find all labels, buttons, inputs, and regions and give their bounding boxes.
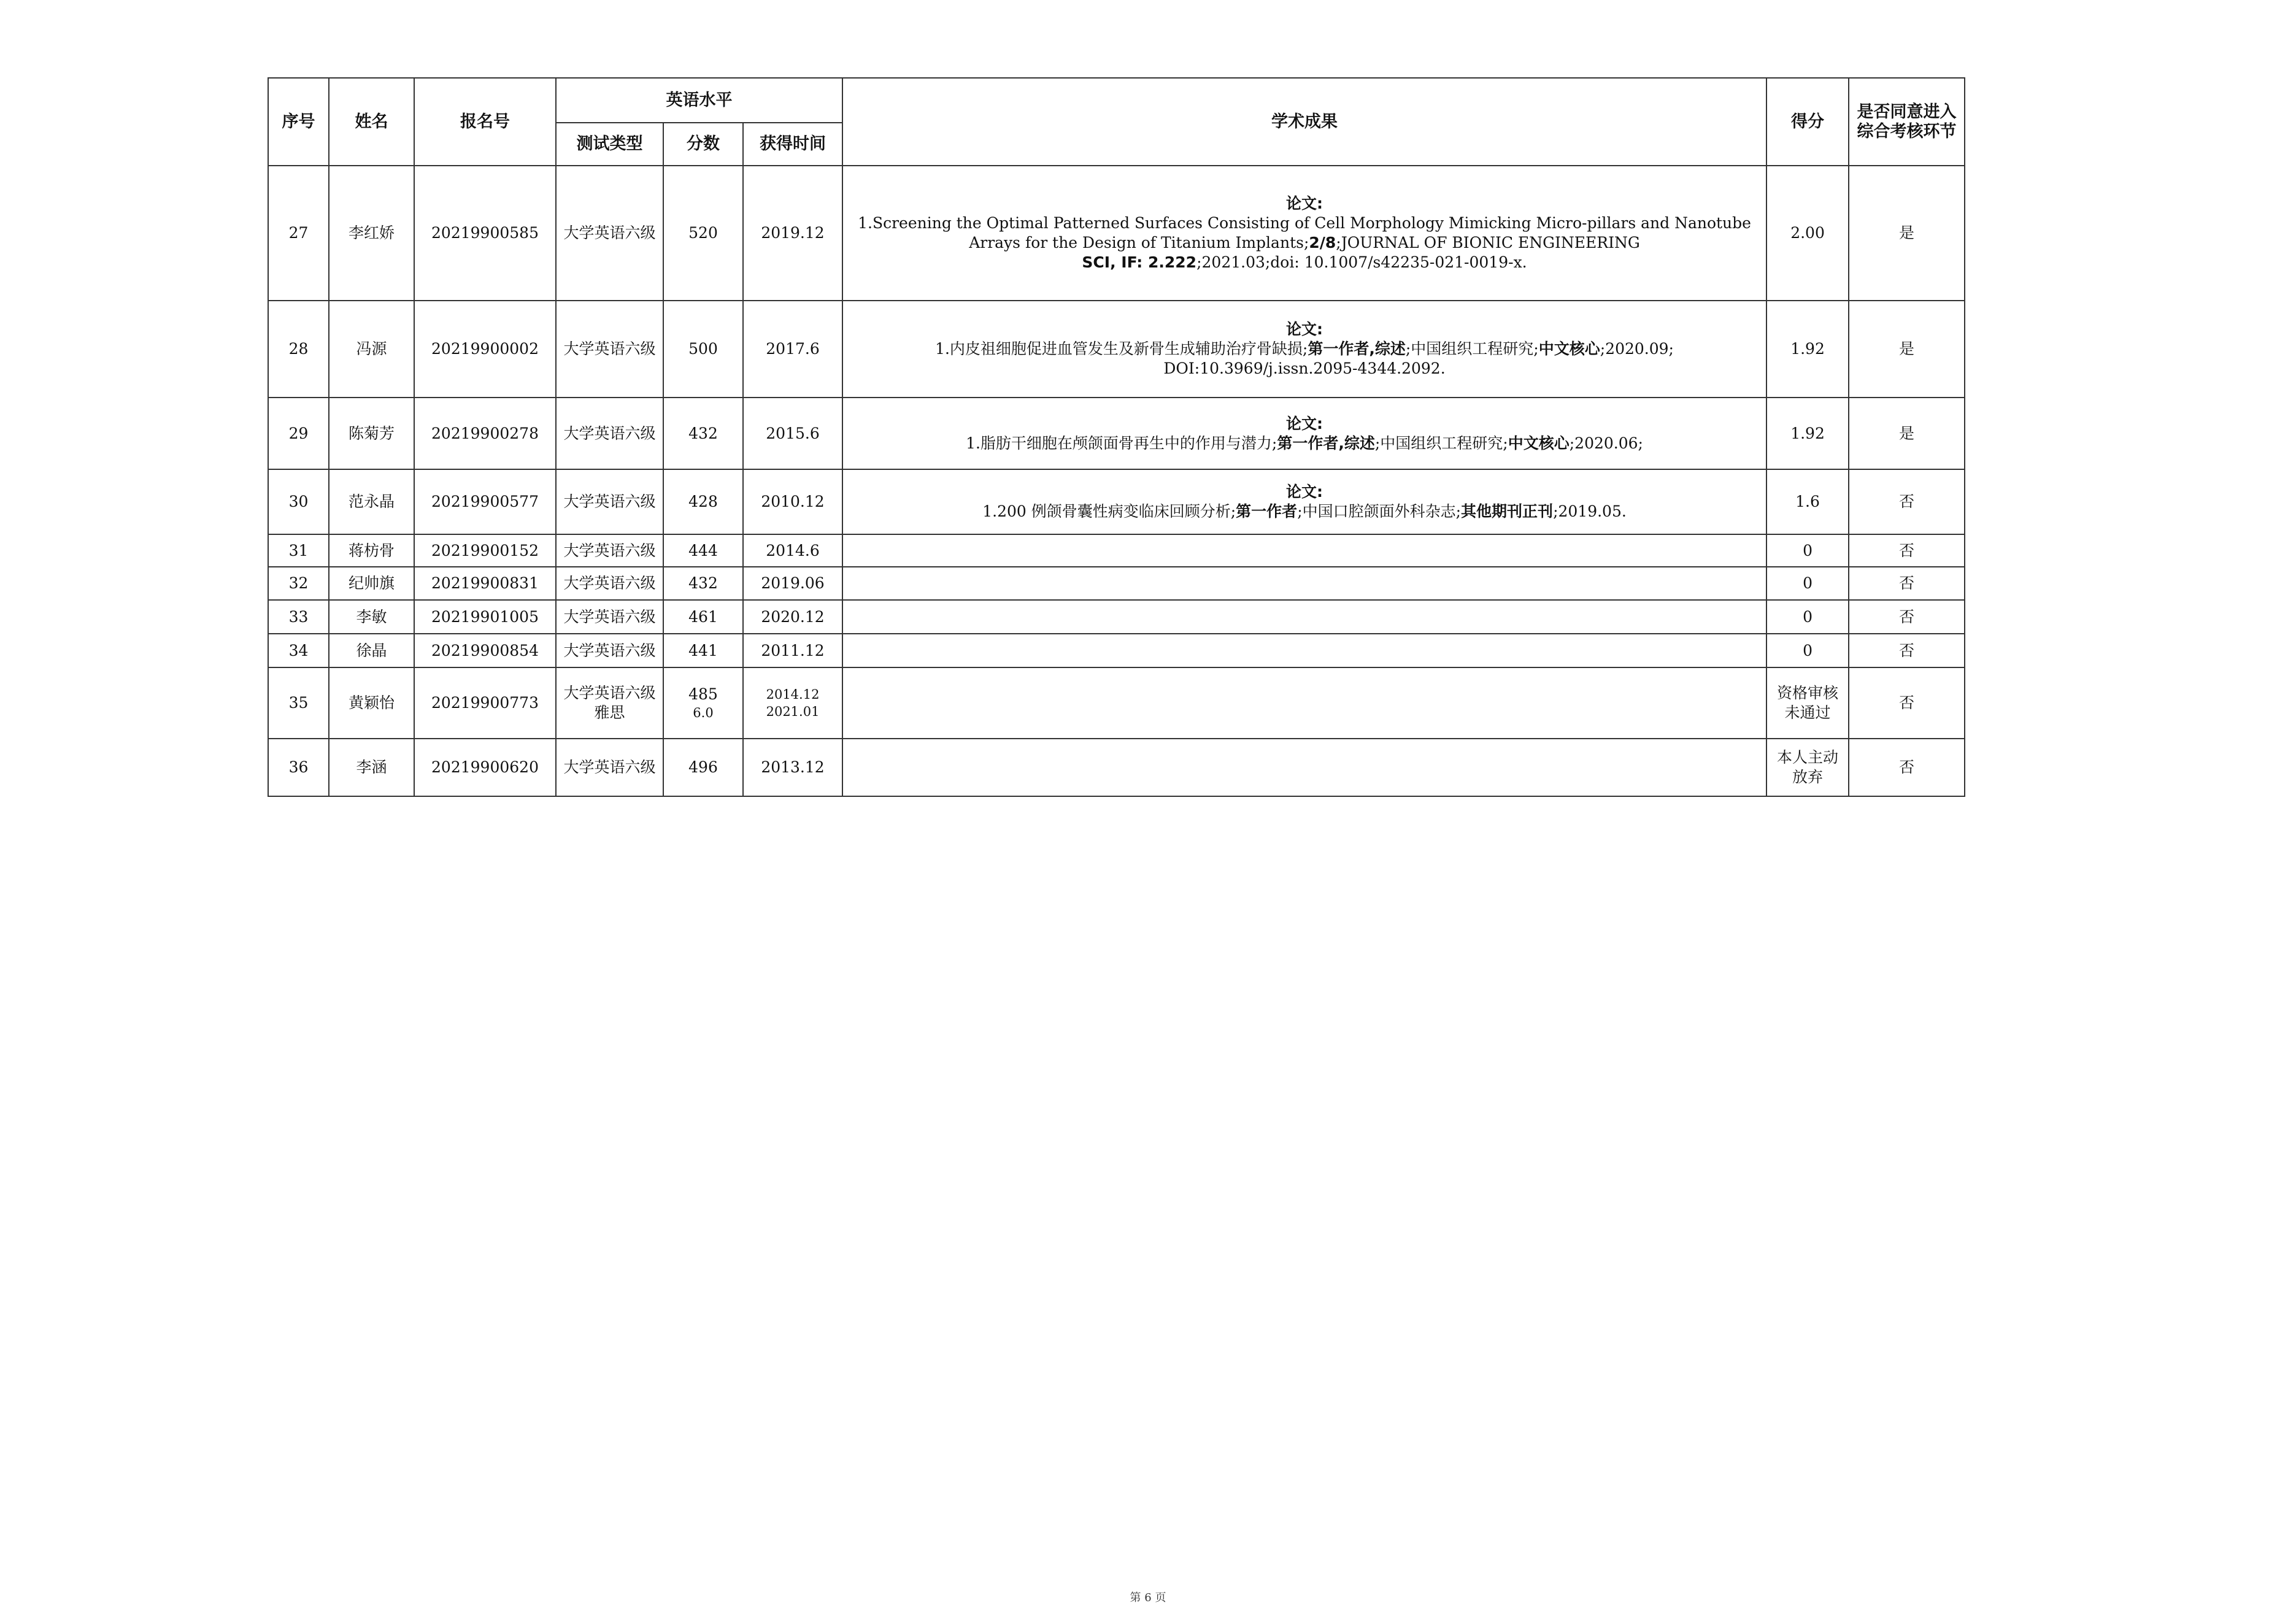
- cell-score: 500: [663, 301, 743, 398]
- academic-part: ;中国组织工程研究;: [1374, 434, 1508, 452]
- header-reg-no: 报名号: [414, 78, 556, 166]
- header-seq: 序号: [268, 78, 329, 166]
- cell-name: 李敏: [329, 600, 414, 634]
- header-agree-line1: 是否同意进入: [1857, 102, 1957, 121]
- results-sheet: [268, 77, 1964, 797]
- cell-time: 2019.12: [743, 166, 842, 301]
- cell-test-type: 大学英语六级: [556, 469, 663, 534]
- cell-seq: 27: [268, 166, 329, 301]
- cell-academic: [842, 301, 1766, 398]
- points-line2: 放弃: [1792, 768, 1824, 786]
- cell-time: 2014.6: [743, 534, 842, 567]
- cell-test-type: 大学英语六级: [556, 739, 663, 796]
- cell-academic: [842, 567, 1766, 600]
- academic-part: 1.Screening the Optimal Patterned Surfaces Consisting of Cell Morphology Mimicking Micro-pillars and Nanotube Arrays for the Design of Titanium Implants;: [858, 214, 1751, 252]
- cell-academic: [842, 739, 1766, 796]
- academic-part: ;中国口腔颌面外科杂志;: [1297, 502, 1462, 520]
- header-name: 姓名: [329, 78, 414, 166]
- academic-part: 1.脂肪干细胞在颅颌面骨再生中的作用与潜力;: [966, 434, 1277, 452]
- score-secondary: 6.0: [693, 705, 714, 720]
- header-agree: [1849, 78, 1965, 166]
- cell-points: 1.92: [1766, 398, 1849, 469]
- score-primary: 485: [688, 685, 718, 703]
- academic-bold: 第一作者,综述: [1277, 434, 1375, 452]
- cell-reg-no: 20219900152: [414, 534, 556, 567]
- cell-time: 2010.12: [743, 469, 842, 534]
- cell-name: 李涵: [329, 739, 414, 796]
- table-row: [268, 567, 1965, 600]
- cell-name: 蒋枋骨: [329, 534, 414, 567]
- test-type-secondary: 雅思: [594, 704, 625, 721]
- cell-name: 范永晶: [329, 469, 414, 534]
- cell-seq: 32: [268, 567, 329, 600]
- cell-academic: [842, 534, 1766, 567]
- cell-score: 496: [663, 739, 743, 796]
- cell-reg-no: 20219900585: [414, 166, 556, 301]
- cell-score: 461: [663, 600, 743, 634]
- cell-agree: 否: [1849, 534, 1965, 567]
- academic-title: 论文:: [1286, 320, 1323, 338]
- cell-academic: [842, 600, 1766, 634]
- cell-seq: 30: [268, 469, 329, 534]
- cell-agree: 否: [1849, 600, 1965, 634]
- academic-title: 论文:: [1286, 194, 1323, 212]
- cell-reg-no: 20219900577: [414, 469, 556, 534]
- cell-test-type: 大学英语六级: [556, 567, 663, 600]
- cell-score: 432: [663, 567, 743, 600]
- table-row: [268, 534, 1965, 567]
- cell-name: 冯源: [329, 301, 414, 398]
- cell-time: 2019.06: [743, 567, 842, 600]
- cell-agree: 否: [1849, 567, 1965, 600]
- academic-title: 论文:: [1286, 483, 1323, 501]
- cell-academic: [842, 667, 1766, 739]
- academic-part: ;中国组织工程研究;: [1405, 340, 1539, 358]
- cell-reg-no: 20219900002: [414, 301, 556, 398]
- cell-test-type: 大学英语六级: [556, 166, 663, 301]
- cell-agree: 否: [1849, 667, 1965, 739]
- academic-bold: SCI, IF: 2.222: [1082, 253, 1197, 271]
- table-row: [268, 398, 1965, 469]
- cell-score: [663, 667, 743, 739]
- cell-academic: [842, 398, 1766, 469]
- cell-reg-no: 20219900773: [414, 667, 556, 739]
- table-row: [268, 600, 1965, 634]
- cell-academic: [842, 166, 1766, 301]
- time-primary: 2014.12: [766, 687, 820, 702]
- test-type-primary: 大学英语六级: [563, 684, 656, 702]
- cell-name: 纪帅旗: [329, 567, 414, 600]
- cell-name: 陈菊芳: [329, 398, 414, 469]
- cell-name: 黄颖怡: [329, 667, 414, 739]
- cell-test-type: [556, 667, 663, 739]
- time-secondary: 2021.01: [766, 704, 820, 719]
- cell-reg-no: 20219900831: [414, 567, 556, 600]
- table-row: [268, 667, 1965, 739]
- cell-points: 0: [1766, 634, 1849, 667]
- cell-test-type: 大学英语六级: [556, 600, 663, 634]
- cell-time: 2015.6: [743, 398, 842, 469]
- cell-test-type: 大学英语六级: [556, 398, 663, 469]
- cell-points: 0: [1766, 567, 1849, 600]
- cell-agree: 否: [1849, 634, 1965, 667]
- cell-seq: 29: [268, 398, 329, 469]
- cell-seq: 31: [268, 534, 329, 567]
- academic-part: ;JOURNAL OF BIONIC ENGINEERING: [1336, 234, 1640, 252]
- academic-bold: 第一作者,综述: [1308, 340, 1406, 358]
- cell-points: 2.00: [1766, 166, 1849, 301]
- cell-reg-no: 20219900620: [414, 739, 556, 796]
- points-line2: 未通过: [1784, 704, 1831, 721]
- cell-time: 2020.12: [743, 600, 842, 634]
- cell-reg-no: 20219901005: [414, 600, 556, 634]
- header-test-type: 测试类型: [556, 123, 663, 166]
- cell-academic: [842, 469, 1766, 534]
- cell-time: 2013.12: [743, 739, 842, 796]
- cell-agree: 否: [1849, 739, 1965, 796]
- academic-bold: 2/8: [1309, 234, 1336, 252]
- table-row: [268, 301, 1965, 398]
- cell-points: 0: [1766, 600, 1849, 634]
- cell-seq: 28: [268, 301, 329, 398]
- academic-part: ;2021.03;doi: 10.1007/s42235-021-0019-x.: [1196, 253, 1527, 271]
- cell-test-type: 大学英语六级: [556, 301, 663, 398]
- academic-text: [847, 434, 1762, 453]
- cell-agree: 是: [1849, 166, 1965, 301]
- academic-part: ;2020.09; DOI:10.3969/j.issn.2095-4344.2092.: [1163, 340, 1674, 377]
- academic-text: [847, 213, 1762, 272]
- academic-bold: 中文核心: [1538, 340, 1600, 358]
- header-english-level: 英语水平: [556, 78, 842, 123]
- cell-score: 441: [663, 634, 743, 667]
- academic-part: 1.内皮祖细胞促进血管发生及新骨生成辅助治疗骨缺损;: [935, 340, 1308, 358]
- cell-seq: 33: [268, 600, 329, 634]
- academic-part: ;2019.05.: [1553, 502, 1627, 520]
- cell-agree: 否: [1849, 469, 1965, 534]
- academic-part: 1.200 例颌骨囊性病变临床回顾分析;: [982, 502, 1236, 520]
- table-header: [268, 78, 1965, 166]
- header-points: 得分: [1766, 78, 1849, 166]
- cell-agree: 是: [1849, 398, 1965, 469]
- cell-points: 0: [1766, 534, 1849, 567]
- cell-seq: 34: [268, 634, 329, 667]
- header-score: 分数: [663, 123, 743, 166]
- cell-name: 徐晶: [329, 634, 414, 667]
- cell-time: [743, 667, 842, 739]
- academic-bold: 第一作者: [1236, 502, 1298, 520]
- cell-score: 432: [663, 398, 743, 469]
- header-academic: 学术成果: [842, 78, 1766, 166]
- points-line1: 资格审核: [1777, 684, 1839, 702]
- cell-points: 1.92: [1766, 301, 1849, 398]
- cell-points: [1766, 667, 1849, 739]
- table-row: [268, 739, 1965, 796]
- table-row: [268, 634, 1965, 667]
- cell-points: [1766, 739, 1849, 796]
- cell-points: 1.6: [1766, 469, 1849, 534]
- cell-reg-no: 20219900854: [414, 634, 556, 667]
- academic-text: [847, 502, 1762, 521]
- academic-text: [847, 339, 1762, 379]
- cell-score: 520: [663, 166, 743, 301]
- table-row: [268, 166, 1965, 301]
- cell-test-type: 大学英语六级: [556, 634, 663, 667]
- cell-seq: 35: [268, 667, 329, 739]
- cell-seq: 36: [268, 739, 329, 796]
- cell-agree: 是: [1849, 301, 1965, 398]
- table-row: [268, 469, 1965, 534]
- cell-score: 428: [663, 469, 743, 534]
- page-number: 第 6 页: [1130, 1591, 1166, 1604]
- cell-academic: [842, 634, 1766, 667]
- cell-time: 2017.6: [743, 301, 842, 398]
- table-body: [268, 166, 1965, 796]
- academic-part: ;2020.06;: [1569, 434, 1643, 452]
- academic-bold: 中文核心: [1508, 434, 1570, 452]
- header-agree-line2: 综合考核环节: [1857, 121, 1957, 141]
- academic-bold: 其他期刊正刊: [1461, 502, 1554, 520]
- cell-test-type: 大学英语六级: [556, 534, 663, 567]
- cell-time: 2011.12: [743, 634, 842, 667]
- applicant-table: [268, 77, 1965, 797]
- header-obtained-time: 获得时间: [743, 123, 842, 166]
- cell-name: 李红娇: [329, 166, 414, 301]
- cell-score: 444: [663, 534, 743, 567]
- points-line1: 本人主动: [1777, 748, 1839, 766]
- cell-reg-no: 20219900278: [414, 398, 556, 469]
- academic-title: 论文:: [1286, 414, 1323, 432]
